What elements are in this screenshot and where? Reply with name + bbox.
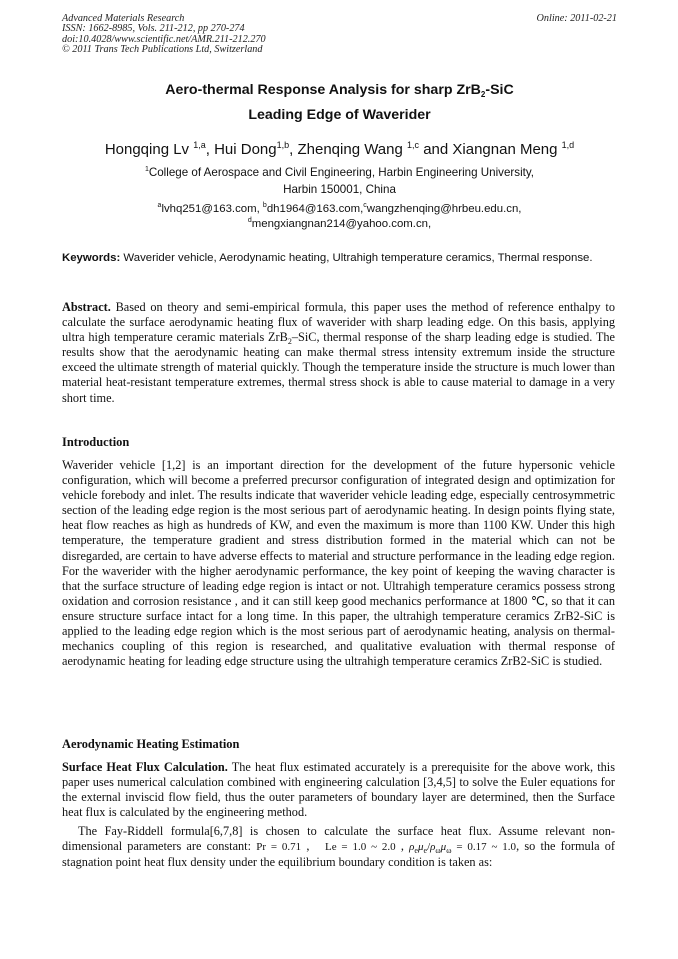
keywords-label: Keywords: — [62, 252, 121, 264]
journal-copyright: © 2011 Trans Tech Publications Ltd, Switzerland — [62, 44, 263, 56]
email-link[interactable]: wangzhenqing@hrbeu.edu.cn, — [366, 203, 522, 215]
author-separator: , — [205, 141, 215, 158]
abstract-label: Abstract. — [62, 300, 111, 314]
fay-riddell-text: The Fay-Riddell formula[6,7,8] is chosen to calculate the surface heat flux. Assume relevant non-dimensional parameters are constant: — [62, 824, 615, 854]
title-subscript: 2 — [480, 90, 486, 99]
journal-issn: ISSN: 1662-8985, Vols. 211-212, pp 270-274 — [62, 23, 245, 35]
journal-header — [62, 14, 617, 56]
title-text: Aero-thermal Response Analysis for sharp ZrB — [165, 82, 481, 98]
surface-heat-flux-paragraph — [62, 760, 615, 820]
email-sup: a — [157, 202, 162, 209]
title-text-suffix: -SiC — [485, 82, 514, 98]
online-date: Online: 2011-02-21 — [536, 13, 617, 24]
email-link[interactable]: dh1964@163.com, — [266, 203, 364, 215]
author-sup: 1,d — [561, 140, 575, 150]
equation-rho-value: = 0.17 ~ 1.0 — [456, 841, 517, 854]
author-name: Zhenqing Wang — [297, 141, 403, 158]
journal-name: Advanced Materials Research — [62, 13, 185, 24]
paper-title-line1 — [62, 82, 617, 98]
author-name: Xiangnan Meng — [452, 141, 558, 158]
subsection-label: Surface Heat Flux Calculation. — [62, 760, 228, 774]
surface-heat-flux-text: The heat flux estimated accurately is a prerequisite for the above work, this paper uses numerical calculation combined with engineering calculation [3,4,5] to solve the Euler equations for the external inviscid flow field, thus the outer parameters of boundary layer are determined, then the Surface heat flux is calculated by the engineering method. — [62, 760, 615, 820]
author-list — [62, 141, 617, 158]
email-sup: c — [363, 202, 367, 209]
abstract-subscript: 2 — [287, 337, 292, 347]
abstract — [62, 300, 615, 406]
author-emails — [62, 202, 617, 232]
affiliation-sup: 1 — [144, 166, 149, 173]
fay-riddell-paragraph: The Fay-Riddell formula[6,7,8] is chosen to calculate the surface heat flux. Assume relevant non-dimensional parameters are constant: Pr = 0.71 , Le = 1.0 ~ 2.0 , $\rho_e\mu_e/\rho_\omega\mu_\omega = 0.17$ ~ 1.0, so the formula of stagnation point heat flux density under the equilibrium boundary condition is taken as: — [62, 824, 615, 870]
equation-le: Le = 1.0 ~ 2.0 — [324, 841, 396, 854]
equation-rho-mu: $\rho_e\mu_e/\rho_\omega\mu_\omega = 0.17$ ~ 1.0 — [409, 841, 517, 856]
keywords-text: Waverider vehicle, Aerodynamic heating, Ultrahigh temperature ceramics, Thermal response. — [123, 252, 593, 264]
keywords — [62, 251, 615, 266]
author-name: Hui Dong — [214, 141, 277, 158]
author-sup: 1,c — [407, 140, 420, 150]
author-and: and — [419, 141, 453, 158]
affiliation-line1: College of Aerospace and Civil Engineering, Harbin Engineering University, — [148, 166, 535, 179]
journal-doi: doi:10.4028/www.scientific.net/AMR.211-212.270 — [62, 33, 266, 45]
email-sup: d — [247, 217, 252, 224]
email-link[interactable]: mengxiangnan214@yahoo.com.cn, — [251, 218, 432, 230]
author-sup: 1,a — [193, 140, 206, 150]
affiliation — [62, 164, 617, 198]
author-name: Hongqing Lv — [104, 141, 190, 158]
equation-pr: Pr = 0.71 — [256, 841, 302, 854]
author-separator: , — [289, 141, 298, 158]
abstract-text: Based on theory and semi-empirical formula, this paper uses the method of reference enthalpy to calculate the surface aerodynamic heating flux of waverider with sharp leading edge. On this basis, applying ultra high temperature ceramic materials ZrB — [62, 300, 615, 345]
section-heading-aero: Aerodynamic Heating Estimation — [62, 737, 240, 751]
email-link[interactable]: lvhq251@163.com, — [161, 203, 263, 215]
introduction-paragraph: Waverider vehicle [1,2] is an important direction for the development of the future hypersonic vehicle configuration, which will become a preferred precursor configuration of integrated design and optimization for vehicle forebody and inlet. The results indicate that waverider vehicle leading edge, especially centrosymmetric section of the leading edge region is the most serious part of aerodynamic heating. In design points flying state, heat flow reaches as high as hundreds of KW, and even the maximum is more than 1100 KW. Under this high temperature, the temperature gradient and stress distribution formed in the material which can not be disregarded, are certain to have adverse effects to material and structure performance in the leading edge region. For the waverider with the higher aerodynamic performance, the key point of keeping the waving character is that the surface structure of leading edge region is intact or not. Ultrahigh temperature ceramics possess strong oxidation and corrosion resistance , and it can still keep good mechanics performance at 1800 ℃, so that it can ensure structure surface intact for a long time. In this paper, the ultrahigh temperature ceramics ZrB2-SiC is applied to the leading edge region which is the most serious part of aerodynamic heating, analysis on thermal-mechanics coupling of this region is researched, and qualitative evaluation with thermal response of aerodynamic heating for leading edge structure using the ultrahigh temperature ceramics ZrB2-SiC is studied. — [62, 458, 615, 669]
email-sup: b — [262, 202, 267, 209]
affiliation-line2: Harbin 150001, China — [283, 183, 396, 196]
author-sup: 1,b — [276, 140, 290, 150]
abstract-text-suffix: –SiC, thermal response of the sharp leading edge is studied. The results show that the aerodynamic heating can make thermal stress intensity extremum inside the structure exceed the ultimate strength of material quickly. Though the temperature inside the structure is much lower than material heat-resistant temperature extremes, thermal stress shock is able to cause material to damage in a very short time. — [62, 330, 615, 405]
fay-riddell-text-suffix: , so the formula of stagnation point heat flux density under the equilibrium boundary condition is taken as: — [62, 839, 615, 870]
paper-title-line2: Leading Edge of Waverider — [248, 107, 431, 123]
section-heading-introduction: Introduction — [62, 435, 130, 449]
